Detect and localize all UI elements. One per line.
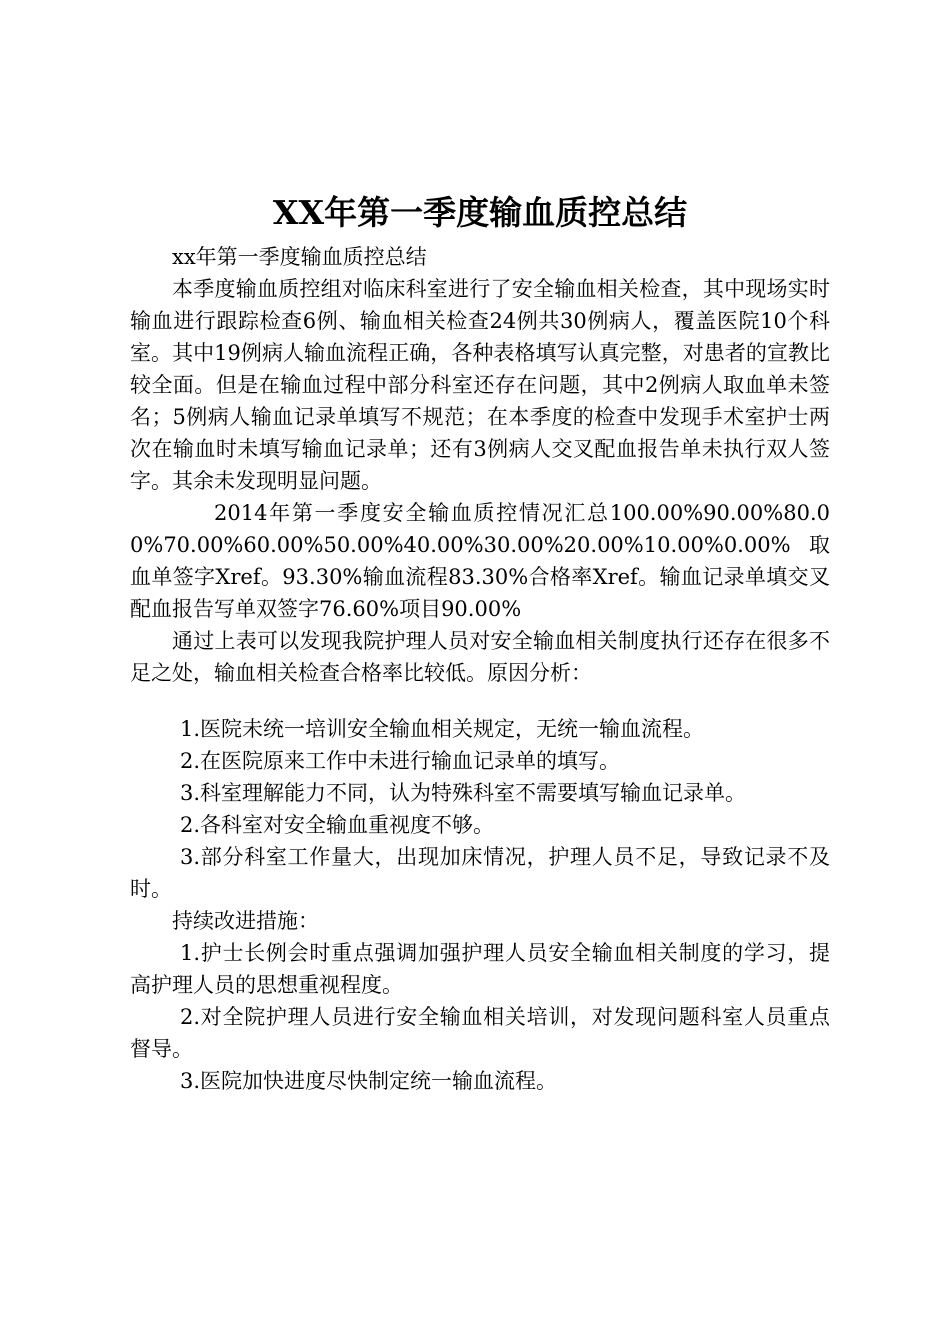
chart-summary-text: 2014年第一季度安全输血质控情况汇总100.00%90.00%80.00%70.00%60.00%50.00%40.00%30.00%20.00%10.00%0.00%取血单签字Xref。93.30%输血流程83.30%合格率Xref。输血记录单填交叉配血报告写单双签字76.60%项目90.00% xyxy=(130,501,830,621)
document-page xyxy=(130,0,830,1097)
document-title: XX年第一季度输血质控总结 xyxy=(272,193,688,232)
analysis-intro-paragraph: 通过上表可以发现我院护理人员对安全输血相关制度执行还存在很多不足之处，输血相关检查合格率比较低。原因分析： xyxy=(130,629,830,685)
reason-item: 1.医院未统一培训安全输血相关规定，无统一输血流程。 xyxy=(180,717,705,741)
measures-heading: 持续改进措施： xyxy=(172,909,319,933)
paragraph-gap xyxy=(130,689,830,713)
reason-item: 3.部分科室工作量大，出现加床情况，护理人员不足，导致记录不及时。 xyxy=(130,845,830,901)
document-subtitle: xx年第一季度输血质控总结 xyxy=(172,245,427,269)
measure-item: 2.对全院护理人员进行安全输血相关培训，对发现问题科室人员重点督导。 xyxy=(130,1005,830,1061)
reason-item: 2.各科室对安全输血重视度不够。 xyxy=(180,813,495,837)
intro-paragraph: 本季度输血质控组对临床科室进行了安全输血相关检查，其中现场实时输血进行跟踪检查6例、输血相关检查24例共30例病人，覆盖医院10个科室。其中19例病人输血流程正确，各种表格填写认真完整，对患者的宣教比较全面。但是在输血过程中部分科室还存在问题，其中2例病人取血单未签名；5例病人输血记录单填写不规范；在本季度的检查中发现手术室护士两次在输血时未填写输血记录单；还有3例病人交叉配血报告单未执行双人签字。其余未发现明显问题。 xyxy=(130,277,830,493)
reason-item: 3.科室理解能力不同，认为特殊科室不需要填写输血记录单。 xyxy=(180,781,747,805)
reason-item: 2.在医院原来工作中未进行输血记录单的填写。 xyxy=(180,749,621,773)
measure-item: 1.护士长例会时重点强调加强护理人员安全输血相关制度的学习，提高护理人员的思想重视程度。 xyxy=(130,941,830,997)
measure-item: 3.医院加快进度尽快制定统一输血流程。 xyxy=(180,1069,558,1093)
